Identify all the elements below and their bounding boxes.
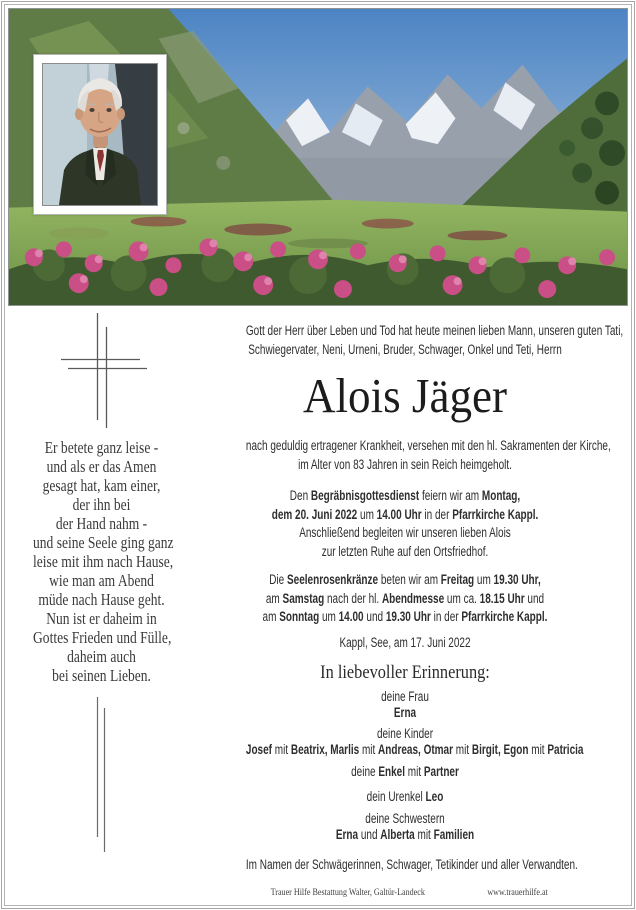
text-line: daheim auch	[67, 647, 136, 666]
text-line: im Alter von 83 Jahren in sein Reich heimgeholt.	[298, 456, 512, 472]
text-line: deine Enkel mit Partner	[351, 764, 459, 779]
text-line: bei seinen Lieben.	[52, 666, 151, 685]
rosary-details	[190, 571, 620, 627]
text-line: der ihn bei	[72, 495, 131, 514]
text-line: Schwiegervater, Neni, Urneni, Bruder, Schwager, Onkel und Teti, Herrn	[248, 341, 562, 357]
text-line: Die Seelenrosenkränze beten wir am Freitag um 19.30 Uhr,	[269, 572, 541, 587]
portrait-frame	[33, 54, 167, 215]
text-line: dem 20. Juni 2022 um 14.00 Uhr in der Pfarrkirche Kappl.	[271, 506, 539, 522]
text-line: am Samstag nach der hl. Abendmesse um ca. 18.15 Uhr und	[265, 590, 545, 606]
funeral-home-name: Trauer Hilfe Bestattung Walter, Galtür-Landeck	[270, 888, 425, 898]
text-line: dein Urenkel Leo	[366, 789, 444, 804]
text-line: und seine Seele ging ganz	[33, 533, 174, 552]
text-line: Erna	[393, 705, 417, 720]
website-link[interactable]: www.trauerhilfe.at	[487, 888, 548, 898]
funeral-service-details	[190, 487, 620, 561]
place-dateline: Kappl, See, am 17. Juni 2022	[339, 635, 471, 650]
closing-line: Im Namen der Schwägerinnen, Schwager, Tetikinder und aller Verwandten.	[245, 857, 578, 872]
footer	[190, 888, 620, 898]
text-line: Gott der Herr über Leben und Tod hat heute meinen lieben Mann, unseren guten Tati,	[245, 323, 624, 338]
text-line: Den Begräbnisgottesdienst feiern wir am Montag,	[289, 488, 521, 503]
text-line: Gottes Frieden und Fülle,	[33, 628, 172, 647]
text-line: deine Kinder	[376, 726, 434, 741]
text-line: Anschließend begleiten wir unseren lieben Alois	[299, 525, 511, 540]
text-line: leise mit ihm nach Hause,	[33, 552, 174, 571]
text-line: gesagt hat, kam einer,	[42, 476, 161, 495]
landscape-photo	[8, 8, 628, 306]
text-line: deine Frau	[381, 689, 429, 704]
memorial-poem	[18, 438, 185, 685]
double-line-ornament	[18, 695, 158, 855]
memorial-cross-icon	[18, 310, 158, 432]
deceased-name: Alois Jäger	[302, 368, 508, 423]
text-line: Erna und Alberta mit Familien	[335, 827, 475, 842]
text-line: zur letzten Ruhe auf den Ortsfriedhof.	[321, 543, 489, 559]
text-line: der Hand nahm -	[55, 514, 148, 533]
text-line: müde nach Hause geht.	[38, 590, 165, 609]
text-line: nach geduldig ertragener Krankheit, versehen mit den hl. Sakramenten der Kirche,	[245, 438, 611, 453]
portrait-photo	[42, 63, 158, 206]
passing-text	[190, 437, 620, 474]
text-line: wie man am Abend	[49, 571, 154, 590]
text-line: am Sonntag um 14.00 und 19.30 Uhr in der Pfarrkirche Kappl.	[262, 609, 548, 624]
family-list	[190, 690, 620, 842]
text-line: deine Schwestern	[365, 811, 445, 826]
remembrance-heading: In liebevoller Erinnerung:	[320, 662, 490, 683]
text-line: Nun ist er daheim in	[46, 609, 157, 628]
text-line: Er betete ganz leise -	[44, 438, 159, 457]
text-line: Josef mit Beatrix, Marlis mit Andreas, Otmar mit Birgit, Egon mit Patricia	[245, 742, 584, 757]
deceased-portrait-illustration	[43, 64, 157, 205]
announcement-intro	[190, 322, 624, 359]
text-line: und als er das Amen	[46, 457, 157, 476]
